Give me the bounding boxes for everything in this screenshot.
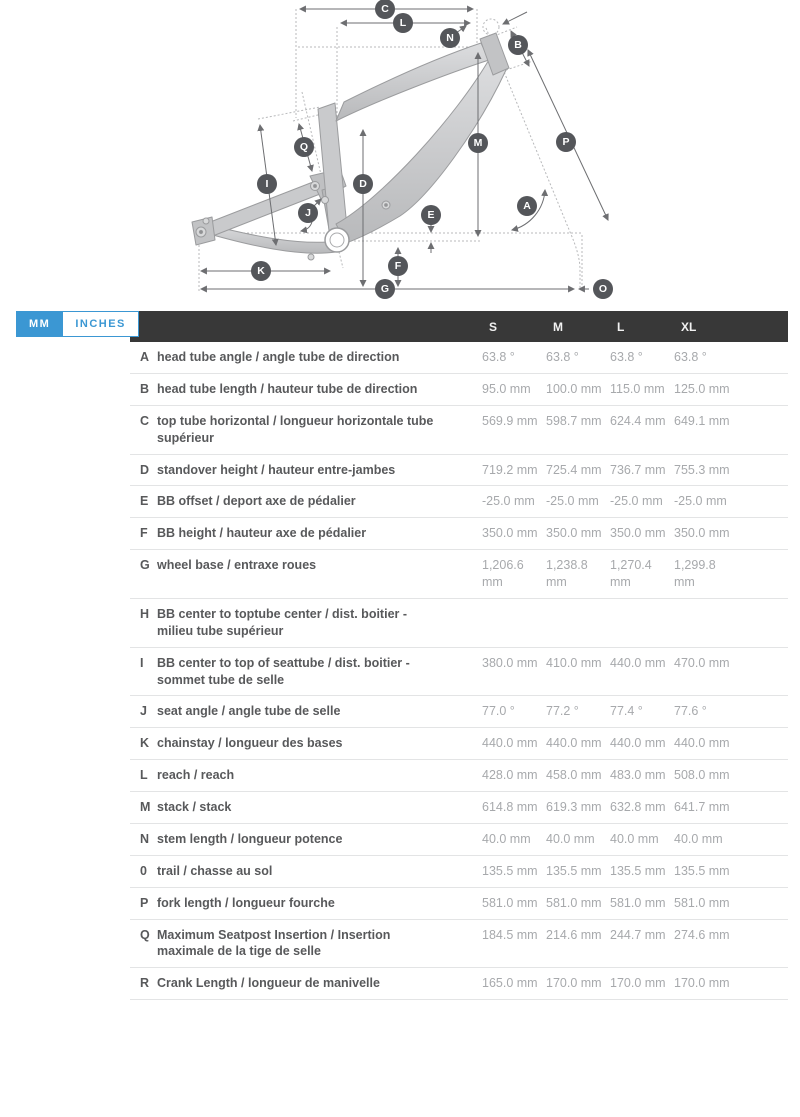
- row-value: 63.8 °: [482, 350, 515, 364]
- row-value: 440.0 mm: [482, 736, 538, 751]
- table-row: [130, 760, 788, 792]
- row-letter: E: [140, 494, 149, 509]
- row-value: 440.0 mm: [674, 736, 730, 751]
- row-value: 244.7 mm: [610, 927, 666, 942]
- table-row: [130, 792, 788, 824]
- geometry-section: [0, 311, 800, 1000]
- row-value: 598.7 mm: [546, 413, 602, 428]
- row-value: 380.0 mm: [482, 655, 538, 670]
- row-description: Crank Length / longueur de manivelle: [157, 976, 380, 991]
- table-row: [130, 374, 788, 406]
- row-value: 170.0 mm: [610, 976, 666, 991]
- row-description: wheel base / entraxe roues: [157, 558, 317, 573]
- row-value: 40.0 mm: [610, 831, 659, 846]
- row-letter: A: [140, 350, 150, 364]
- table-row: [130, 599, 788, 648]
- row-letter: H: [140, 606, 150, 621]
- row-description: fork length / longueur fourche: [157, 895, 335, 910]
- row-description: Maximum Seatpost Insertion / Insertion maximale de la tige de selle: [157, 927, 391, 959]
- row-value: -25.0 mm: [674, 494, 727, 509]
- unit-toggle-mm[interactable]: MM: [16, 311, 63, 337]
- row-value: 77.4 °: [610, 704, 643, 719]
- row-value: 508.0 mm: [674, 768, 730, 783]
- dimension-label-A: A: [517, 196, 537, 216]
- unit-toggle: [16, 311, 139, 337]
- row-value: 350.0 mm: [482, 526, 538, 541]
- row-value: -25.0 mm: [546, 494, 599, 509]
- row-value: 569.9 mm: [482, 413, 538, 428]
- dimension-label-N: N: [440, 28, 460, 48]
- row-letter: J: [140, 704, 147, 719]
- row-value: 125.0 mm: [674, 381, 730, 396]
- unit-toggle-inches[interactable]: INCHES: [63, 311, 139, 337]
- dimension-label-D: D: [353, 174, 373, 194]
- dimension-label-Q: Q: [294, 137, 314, 157]
- row-value: 1,238.8 mm: [546, 558, 588, 589]
- row-value: 135.5 mm: [674, 863, 730, 878]
- table-row: [130, 486, 788, 518]
- table-row: [130, 824, 788, 856]
- row-value: 581.0 mm: [482, 895, 538, 910]
- row-value: 649.1 mm: [674, 413, 730, 428]
- table-row: [130, 455, 788, 487]
- row-value: 135.5 mm: [482, 863, 538, 878]
- row-description: top tube horizontal / longueur horizontale tube supérieur: [157, 413, 434, 445]
- table-row: [130, 856, 788, 888]
- row-letter: R: [140, 976, 150, 991]
- row-value: 135.5 mm: [610, 863, 666, 878]
- row-description: trail / chasse au sol: [157, 863, 273, 878]
- dimension-label-C: C: [375, 0, 395, 19]
- row-value: 719.2 mm: [482, 462, 538, 477]
- dimension-label-O: O: [593, 279, 613, 299]
- row-value: 170.0 mm: [674, 976, 730, 991]
- dimension-label-I: I: [257, 174, 277, 194]
- row-value: 170.0 mm: [546, 976, 602, 991]
- row-value: 581.0 mm: [610, 895, 666, 910]
- row-value: 184.5 mm: [482, 927, 538, 942]
- row-value: 40.0 mm: [546, 831, 595, 846]
- row-value: 40.0 mm: [674, 831, 723, 846]
- row-value: 95.0 mm: [482, 381, 531, 396]
- row-description: BB height / hauteur axe de pédalier: [157, 526, 367, 541]
- row-value: 40.0 mm: [482, 831, 531, 846]
- row-description: head tube angle / angle tube de direction: [157, 350, 400, 364]
- row-value: 115.0 mm: [610, 381, 665, 396]
- row-letter: C: [140, 413, 150, 428]
- dimension-label-P: P: [556, 132, 576, 152]
- row-value: 428.0 mm: [482, 768, 538, 783]
- table-row: [130, 696, 788, 728]
- row-value: 470.0 mm: [674, 655, 730, 670]
- size-column-header: M: [553, 319, 563, 334]
- row-value: 725.4 mm: [546, 462, 602, 477]
- row-value: 619.3 mm: [546, 800, 602, 814]
- row-description: reach / reach: [157, 768, 235, 783]
- size-column-header: S: [489, 319, 498, 334]
- row-value: 581.0 mm: [674, 895, 730, 910]
- row-description: head tube length / hauteur tube de direction: [157, 381, 418, 396]
- table-row: [130, 406, 788, 455]
- dimension-label-J: J: [298, 203, 318, 223]
- row-value: 581.0 mm: [546, 895, 602, 910]
- row-value: 1,270.4 mm: [610, 558, 652, 589]
- row-letter: M: [140, 800, 151, 814]
- row-description: stem length / longueur potence: [157, 831, 343, 846]
- table-row: [130, 550, 788, 599]
- row-value: 350.0 mm: [610, 526, 666, 541]
- row-value: 410.0 mm: [546, 655, 602, 670]
- row-letter: B: [140, 381, 150, 396]
- geometry-diagram: [0, 0, 800, 303]
- row-value: 624.4 mm: [610, 413, 666, 428]
- row-letter: L: [140, 768, 148, 783]
- dimension-label-B: B: [508, 35, 528, 55]
- row-value: 1,206.6 mm: [482, 558, 524, 589]
- row-value: 440.0 mm: [610, 655, 666, 670]
- row-value: 458.0 mm: [546, 768, 602, 783]
- row-description: standover height / hauteur entre-jambes: [157, 462, 396, 477]
- row-description: seat angle / angle tube de selle: [157, 704, 341, 719]
- geometry-table: [130, 311, 788, 1000]
- table-row: [130, 648, 788, 697]
- row-letter: P: [140, 895, 149, 910]
- table-body: [130, 342, 788, 1000]
- row-letter: F: [140, 526, 148, 541]
- dimension-label-M: M: [468, 133, 488, 153]
- table-header-row: [130, 311, 788, 342]
- row-value: 214.6 mm: [546, 927, 602, 942]
- dimension-label-K: K: [251, 261, 271, 281]
- row-description: BB center to toptube center / dist. boitier - milieu tube supérieur: [157, 606, 408, 638]
- table-row: [130, 342, 788, 374]
- dimension-label-F: F: [388, 256, 408, 276]
- row-letter: N: [140, 831, 150, 846]
- row-value: 440.0 mm: [610, 736, 666, 751]
- row-letter: Q: [140, 927, 150, 942]
- row-letter: K: [140, 736, 150, 751]
- row-value: 77.2 °: [546, 704, 579, 719]
- dimension-label-E: E: [421, 205, 441, 225]
- row-value: 350.0 mm: [546, 526, 602, 541]
- row-letter: 0: [140, 863, 147, 878]
- row-value: 63.8 °: [546, 350, 579, 364]
- table-row: [130, 888, 788, 920]
- row-value: 440.0 mm: [546, 736, 602, 751]
- row-value: 100.0 mm: [546, 381, 602, 396]
- row-description: stack / stack: [157, 800, 232, 814]
- row-value: 614.8 mm: [482, 800, 538, 814]
- row-value: 63.8 °: [610, 350, 643, 364]
- row-value: 77.0 °: [482, 704, 515, 719]
- row-letter: I: [140, 655, 144, 670]
- row-value: 641.7 mm: [674, 800, 730, 814]
- row-value: 736.7 mm: [610, 462, 666, 477]
- row-description: BB center to top of seattube / dist. boitier - sommet tube de selle: [157, 655, 410, 687]
- row-value: -25.0 mm: [610, 494, 663, 509]
- row-value: 165.0 mm: [482, 976, 538, 991]
- row-description: chainstay / longueur des bases: [157, 736, 343, 751]
- row-value: 350.0 mm: [674, 526, 730, 541]
- row-letter: G: [140, 558, 150, 573]
- row-value: 1,299.8 mm: [674, 558, 716, 589]
- table-row: [130, 518, 788, 550]
- row-value: -25.0 mm: [482, 494, 535, 509]
- row-value: 632.8 mm: [610, 800, 666, 814]
- row-value: 135.5 mm: [546, 863, 602, 878]
- row-description: BB offset / deport axe de pédalier: [157, 494, 356, 509]
- dimension-label-G: G: [375, 279, 395, 299]
- table-row: [130, 968, 788, 1000]
- table-row: [130, 728, 788, 760]
- size-column-header: XL: [681, 319, 697, 334]
- row-value: 755.3 mm: [674, 462, 730, 477]
- size-column-header: L: [617, 319, 625, 334]
- table-row: [130, 920, 788, 969]
- row-value: 483.0 mm: [610, 768, 666, 783]
- row-value: 63.8 °: [674, 350, 707, 364]
- row-value: 274.6 mm: [674, 927, 730, 942]
- row-letter: D: [140, 462, 150, 477]
- dimension-label-L: L: [393, 13, 413, 33]
- row-value: 77.6 °: [674, 704, 707, 719]
